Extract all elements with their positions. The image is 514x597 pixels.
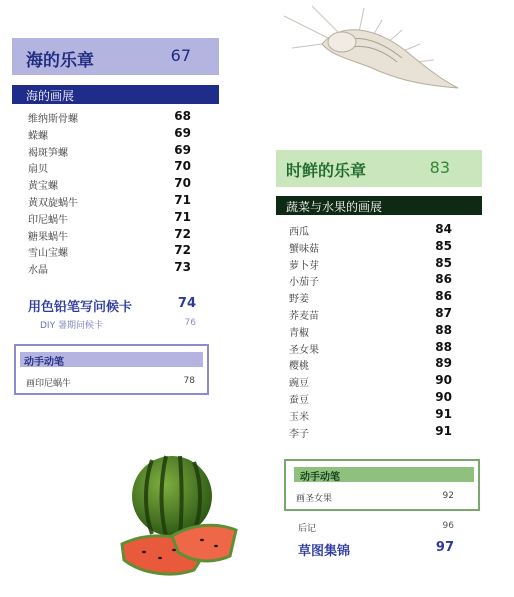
item-page: 90 [435, 373, 452, 388]
list-item[interactable] [289, 223, 464, 240]
item-label: 圣女果 [289, 344, 319, 356]
item-label: 萝卜芽 [289, 260, 319, 272]
item-label: 玉米 [289, 411, 309, 423]
sea-chapter-header[interactable] [12, 38, 219, 75]
item-page: 88 [435, 322, 452, 337]
fresh-list [289, 223, 464, 441]
gallery-title: 草图集锦 [298, 544, 351, 559]
fresh-activity-box[interactable] [284, 459, 480, 511]
sea-list [28, 110, 203, 278]
item-label: 水晶 [28, 265, 48, 277]
item-label: 黄双旋蜗牛 [28, 197, 78, 209]
postcard-sub-entry[interactable] [40, 318, 196, 332]
item-label: 荞麦苗 [289, 310, 319, 322]
list-item[interactable] [289, 307, 464, 324]
afterword-entry[interactable] [298, 521, 454, 535]
item-label: 印尼蜗牛 [28, 214, 68, 226]
item-page: 85 [435, 238, 452, 253]
sea-activity-page: 78 [183, 376, 195, 386]
item-label: 维纳斯骨螺 [28, 114, 78, 125]
list-item[interactable] [289, 425, 464, 442]
sea-activity-item: 画印尼蜗牛 [26, 379, 72, 389]
list-item[interactable] [28, 160, 203, 177]
gallery-page: 97 [435, 540, 454, 555]
postcard-sub-page: 76 [184, 318, 196, 328]
list-item[interactable] [28, 194, 203, 211]
item-label: 蟹味菇 [289, 243, 319, 255]
item-label: 野姜 [289, 294, 309, 306]
item-page: 84 [435, 222, 452, 236]
list-item[interactable] [28, 211, 203, 228]
item-page: 72 [174, 243, 191, 258]
item-page: 69 [174, 142, 191, 157]
item-label: 蚕豆 [289, 394, 309, 406]
item-page: 88 [435, 339, 452, 354]
item-page: 85 [435, 255, 452, 270]
item-label: 扇贝 [28, 164, 48, 176]
item-page: 70 [174, 176, 191, 191]
item-label: 豌豆 [289, 378, 309, 390]
item-label: 小茄子 [289, 277, 319, 289]
item-page: 69 [174, 125, 191, 140]
item-page: 70 [174, 159, 191, 174]
gallery-entry[interactable] [298, 540, 454, 560]
watermelon-illustration [112, 452, 242, 578]
fresh-section-bar [276, 196, 482, 215]
list-item[interactable] [28, 261, 203, 278]
list-item[interactable] [289, 374, 464, 391]
fresh-section-title: 蔬菜与水果的画展 [286, 200, 383, 214]
item-page: 91 [435, 406, 452, 421]
list-item[interactable] [28, 127, 203, 144]
sea-chapter-page: 67 [170, 46, 191, 65]
item-label: 西瓜 [289, 227, 309, 238]
fresh-activity-item: 画圣女果 [296, 494, 333, 504]
list-item[interactable] [289, 391, 464, 408]
afterword-title: 后记 [298, 524, 317, 534]
item-label: 糖果蜗牛 [28, 231, 68, 243]
item-page: 86 [435, 272, 452, 287]
list-item[interactable] [289, 290, 464, 307]
item-label: 青椒 [289, 327, 309, 339]
postcard-entry[interactable] [28, 296, 196, 316]
list-item[interactable] [289, 273, 464, 290]
item-label: 雪山宝螺 [28, 248, 68, 260]
list-item[interactable] [289, 240, 464, 257]
fresh-chapter-header[interactable] [276, 150, 482, 187]
list-item[interactable] [289, 357, 464, 374]
item-page: 89 [435, 356, 452, 371]
item-page: 91 [435, 423, 452, 438]
fresh-chapter-title: 时鲜的乐章 [286, 161, 367, 180]
postcard-title: 用色铅笔写问候卡 [28, 300, 133, 315]
afterword-page: 96 [442, 521, 454, 531]
item-page: 73 [174, 260, 191, 275]
list-item[interactable] [28, 110, 203, 127]
item-page: 86 [435, 289, 452, 304]
list-item[interactable] [289, 257, 464, 274]
list-item[interactable] [289, 324, 464, 341]
list-item[interactable] [28, 144, 203, 161]
fresh-activity-page: 92 [442, 491, 454, 501]
list-item[interactable] [289, 408, 464, 425]
sea-section-bar [12, 85, 219, 104]
sea-activity-header-label: 动手动笔 [24, 357, 64, 368]
list-item[interactable] [28, 177, 203, 194]
item-page: 87 [435, 305, 452, 320]
postcard-sub-title: DIY 暑期问候卡 [40, 321, 103, 331]
sea-activity-box[interactable] [14, 344, 209, 395]
item-label: 黄宝螺 [28, 181, 58, 193]
item-label: 李子 [289, 428, 309, 440]
sea-section-title: 海的画展 [26, 89, 75, 103]
fresh-chapter-page: 83 [429, 158, 450, 177]
shell-illustration [262, 2, 462, 94]
item-page: 68 [174, 109, 191, 123]
fresh-activity-header-label: 动手动笔 [300, 472, 340, 483]
item-label: 樱桃 [289, 361, 309, 373]
postcard-page: 74 [177, 296, 196, 311]
item-page: 72 [174, 226, 191, 241]
item-page: 71 [174, 209, 191, 224]
item-label: 褐斑笋螺 [28, 147, 68, 159]
sea-activity-header [20, 352, 203, 367]
list-item[interactable] [28, 228, 203, 245]
item-label: 蝾螺 [28, 130, 48, 142]
item-page: 71 [174, 192, 191, 207]
item-page: 90 [435, 389, 452, 404]
fresh-activity-header [294, 467, 474, 482]
list-item[interactable] [28, 244, 203, 261]
list-item[interactable] [289, 341, 464, 358]
sea-chapter-title: 海的乐章 [26, 51, 94, 71]
